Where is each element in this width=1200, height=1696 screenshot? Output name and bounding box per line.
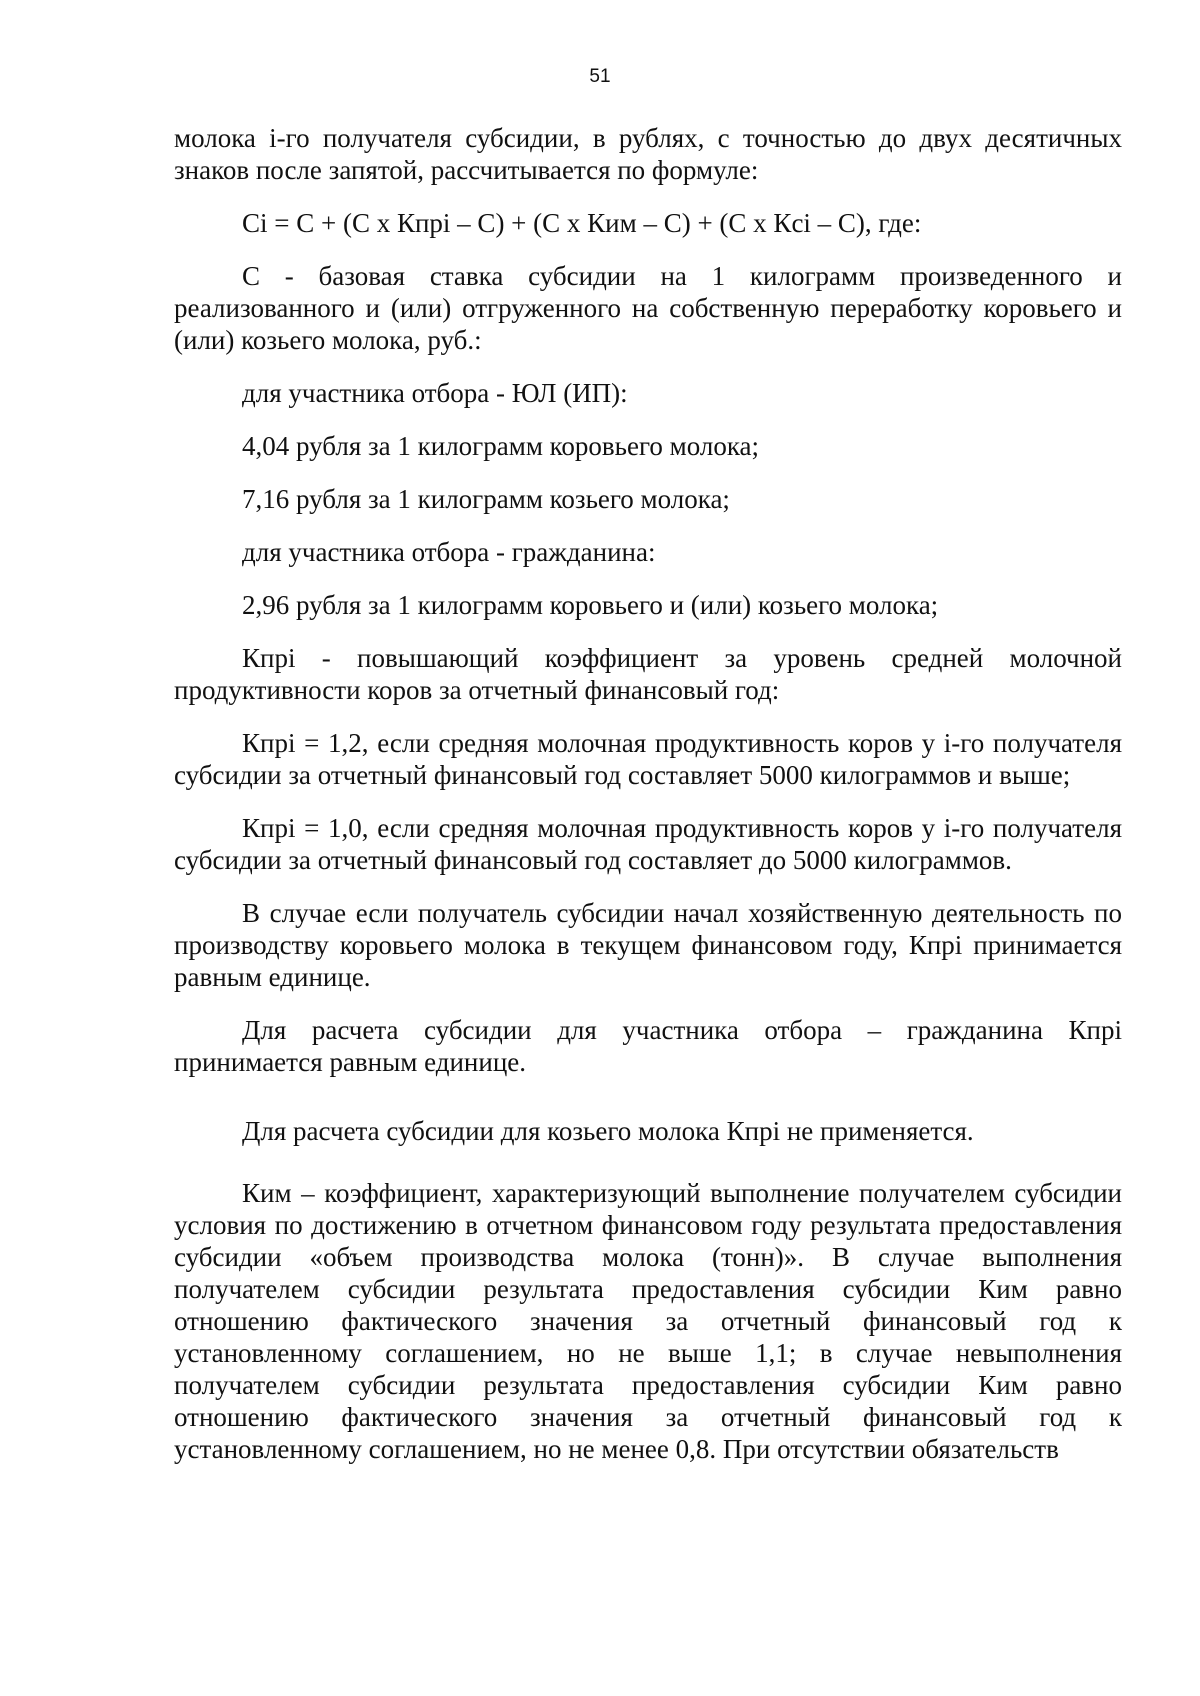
paragraph-kim-definition: Ким – коэффициент, характеризующий выполнение получателем субсидии условия по достижению в отчетном финансовом году результата предоставления субсидии «объем производства молока (тонн)». В случае выполнения получателем субсидии результата предоставления субсидии Ким равно отношению фактического значения за отчетный финансовый год к установленному соглашением, но не выше 1,1; в случае невыполнения получателем субсидии результата предоставления субсидии Ким равно отношению фактического значения за отчетный финансовый год к установленному соглашением, но не менее 0,8. При отсутствии обязательств <box>174 1178 1122 1464</box>
paragraph-kpr-definition: Кпрi - повышающий коэффициент за уровень средней молочной продуктивности коров за отчетный финансовый год: <box>174 643 1122 705</box>
paragraph-cow-rate: 4,04 рубля за 1 килограмм коровьего молока; <box>242 431 760 461</box>
document-body <box>174 122 1122 1465</box>
paragraph-kpr-1-0: Кпрi = 1,0, если средняя молочная продуктивность коров у i-го получателя субсидии за отчетный финансовый год составляет до 5000 килограммов. <box>174 813 1122 875</box>
paragraph-citizen: для участника отбора - гражданина: <box>242 537 656 567</box>
paragraph-new-activity: В случае если получатель субсидии начал хозяйственную деятельность по производству коровьего молока в текущем финансовом году, Кпрi принимается равным единице. <box>174 898 1122 992</box>
paragraph-legal-entity: для участника отбора - ЮЛ (ИП): <box>242 378 628 408</box>
paragraph-citizen-kpr: Для расчета субсидии для участника отбора – гражданина Кпрi принимается равным единице. <box>174 1015 1122 1077</box>
formula: Ci = C + (C x Кпрi – C) + (C x Ким – C) + (C x Кci – C), где: <box>242 208 922 238</box>
paragraph-citizen-rate: 2,96 рубля за 1 килограмм коровьего и (или) козьего молока; <box>242 590 939 620</box>
paragraph-continuation: молока i-го получателя субсидии, в рублях, с точностью до двух десятичных знаков после запятой, рассчитывается по формуле: <box>174 123 1122 185</box>
page-number: 51 <box>589 66 611 87</box>
paragraph-base-rate: C - базовая ставка субсидии на 1 килограмм произведенного и реализованного и (или) отгруженного на собственную переработку коровьего и (или) козьего молока, руб.: <box>174 261 1122 355</box>
paragraph-goat-rate: 7,16 рубля за 1 килограмм козьего молока; <box>242 484 730 514</box>
paragraph-kpr-1-2: Кпрi = 1,2, если средняя молочная продуктивность коров у i-го получателя субсидии за отчетный финансовый год составляет 5000 килограммов и выше; <box>174 728 1122 790</box>
paragraph-goat-kpr: Для расчета субсидии для козьего молока Кпрi не применяется. <box>242 1116 974 1146</box>
